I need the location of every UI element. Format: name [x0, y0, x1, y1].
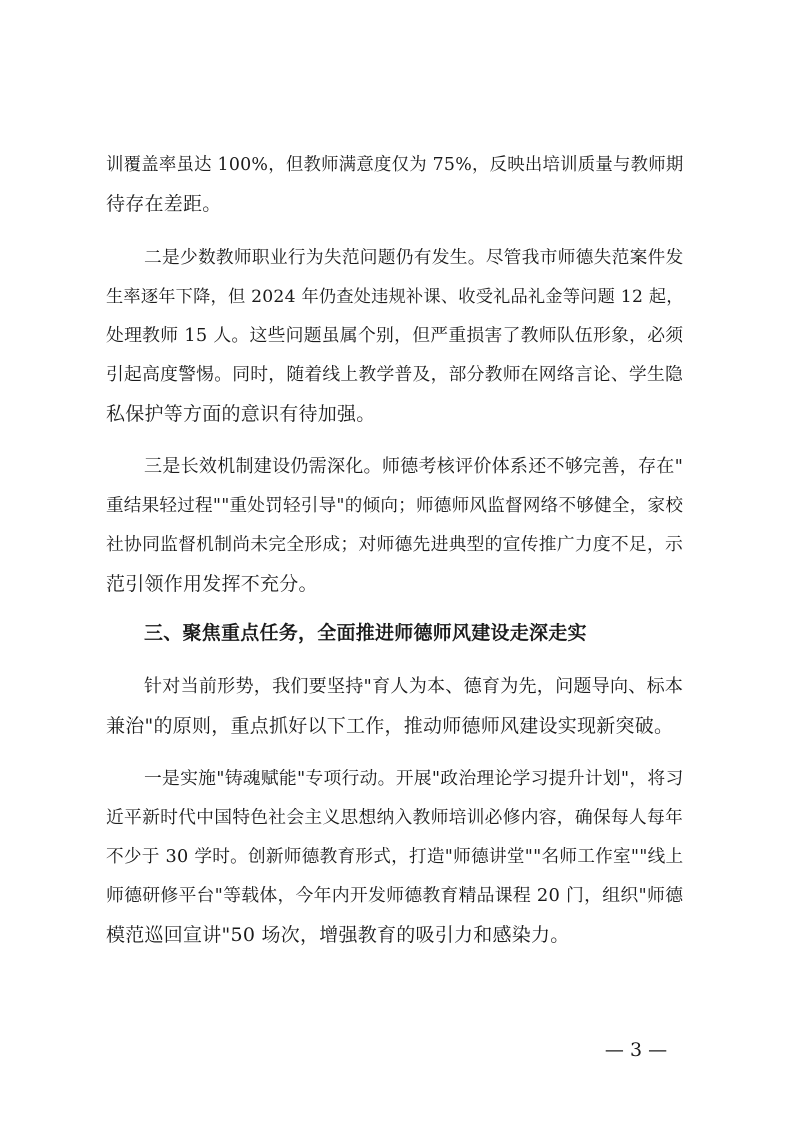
text-line: 处理教师 15 人。这些问题虽属个别，但严重损害了教师队伍形象，必须: [106, 325, 684, 346]
text-line: 引起高度警惕。同时，随着线上教学普及，部分教师在网络言论、学生隐: [106, 364, 684, 385]
text-line: 私保护等方面的意识有待加强。: [106, 403, 376, 425]
text-line: 师德研修平台"等载体，今年内开发师德教育精品课程 20 门，组织"师德: [106, 885, 684, 906]
page-number: — 3 —: [604, 1039, 668, 1061]
text-line: 社协同监督机制尚未完全形成；对师德先进典型的宣传推广力度不足，示: [106, 534, 684, 555]
text-line: 训覆盖率虽达 100%，但教师满意度仅为 75%，反映出培训质量与教师期: [106, 155, 684, 175]
text-line: 不少于 30 学时。创新师德教育形式，打造"师德讲堂""名师工作室""线上: [106, 847, 684, 867]
text-line: 模范巡回宣讲"50 场次，增强教育的吸引力和感染力。: [106, 924, 570, 946]
text-line: 重结果轻过程""重处罚轻引导"的倾向；师德师风监督网络不够健全，家校: [106, 496, 684, 516]
text-line: 针对当前形势，我们要坚持"育人为本、德育为先，问题导向、标本: [144, 676, 684, 697]
text-line: 范引领作用发挥不充分。: [106, 573, 318, 595]
text-line: 近平新时代中国特色社会主义思想纳入教师培训必修内容，确保每人每年: [106, 807, 684, 828]
text-line: 一是实施"铸魂赋能"专项行动。开展"政治理论学习提升计划"，将习: [144, 768, 684, 789]
text-line: 兼治"的原则，重点抓好以下工作，推动师德师风建设实现新突破。: [106, 715, 674, 737]
section-heading: 三、聚焦重点任务，全面推进师德师风建设走深走实: [144, 622, 587, 644]
text-line: 三是长效机制建设仍需深化。师德考核评价体系还不够完善，存在": [144, 456, 684, 477]
text-line: 待存在差距。: [106, 193, 222, 215]
text-line: 生率逐年下降，但 2024 年仍查处违规补课、收受礼品礼金等问题 12 起，: [106, 287, 684, 307]
text-line: 二是少数教师职业行为失范问题仍有发生。尽管我市师德失范案件发: [144, 248, 684, 268]
